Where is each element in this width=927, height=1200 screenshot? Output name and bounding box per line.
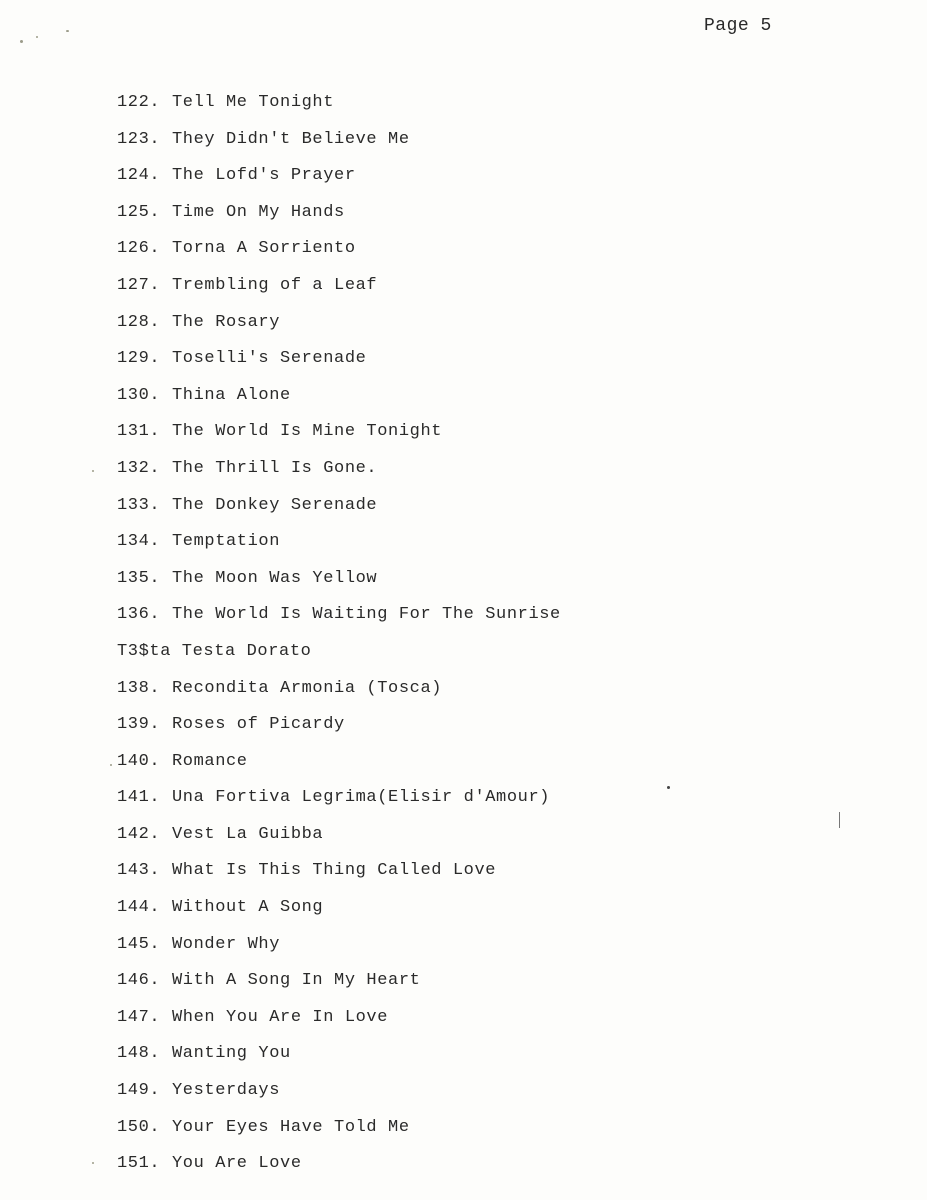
list-item <box>117 346 561 383</box>
paper-speck <box>36 36 38 38</box>
list-item <box>117 1005 561 1042</box>
list-item <box>117 310 561 347</box>
list-item <box>117 932 561 969</box>
song-number: 124. <box>117 166 161 186</box>
song-number: 147. <box>117 1007 161 1027</box>
list-item <box>117 858 561 895</box>
song-number: 134. <box>117 532 161 552</box>
song-number: 122. <box>117 93 161 112</box>
paper-mark <box>839 812 840 828</box>
list-item <box>117 1115 561 1152</box>
song-number: 136. <box>117 605 161 625</box>
list-item <box>117 127 561 164</box>
list-item <box>117 163 561 200</box>
song-title: Romance <box>172 751 248 771</box>
song-number: 151. <box>117 1154 161 1174</box>
song-number: 135. <box>117 568 161 588</box>
paper-speck <box>66 30 69 32</box>
song-number: 146. <box>117 971 161 991</box>
song-title: Time On My Hands <box>172 202 345 222</box>
paper-speck <box>92 1162 94 1164</box>
song-title: Thina Alone <box>172 385 291 405</box>
song-number: 142. <box>117 824 161 844</box>
song-title: The Thrill Is Gone. <box>172 458 378 478</box>
song-title: Vest La Guibba <box>172 824 324 844</box>
song-title: Temptation <box>172 532 281 552</box>
song-title: The Donkey Serenade <box>172 495 378 515</box>
list-item <box>117 968 561 1005</box>
song-title: Yesterdays <box>172 1081 281 1101</box>
list-item <box>117 1151 561 1188</box>
list-item <box>117 712 561 749</box>
song-number: 132. <box>117 458 161 478</box>
song-number: 129. <box>117 349 161 369</box>
song-number: 148. <box>117 1044 161 1064</box>
list-item <box>117 273 561 310</box>
song-number: 131. <box>117 422 161 442</box>
paper-speck <box>20 40 23 43</box>
song-number: 123. <box>117 129 161 149</box>
song-list <box>117 90 561 1188</box>
song-title: What Is This Thing Called Love <box>172 861 497 881</box>
paper-speck <box>110 764 112 766</box>
list-item <box>117 383 561 420</box>
list-item <box>117 456 561 493</box>
song-title: Roses of Picardy <box>172 715 345 735</box>
list-item <box>117 895 561 932</box>
list-item <box>117 749 561 786</box>
song-title: T3$ta Testa Dorato <box>117 641 312 661</box>
song-title: Toselli's Serenade <box>172 349 367 369</box>
song-number: 145. <box>117 934 161 954</box>
song-title: The World Is Mine Tonight <box>172 422 443 442</box>
song-number: 126. <box>117 239 161 259</box>
list-item <box>117 419 561 456</box>
song-title: Una Fortiva Legrima(Elisir d'Amour) <box>172 788 551 808</box>
song-title: Without A Song <box>172 898 324 918</box>
song-number: 149. <box>117 1081 161 1101</box>
song-title: Tell Me Tonight <box>172 93 335 112</box>
song-title: Trembling of a Leaf <box>172 275 378 295</box>
song-number: 130. <box>117 385 161 405</box>
paper-speck <box>92 470 94 472</box>
song-title: The World Is Waiting For The Sunrise <box>172 605 561 625</box>
song-title: The Rosary <box>172 312 281 332</box>
page-number: Page 5 <box>704 16 772 36</box>
song-number: 128. <box>117 312 161 332</box>
song-number: 141. <box>117 788 161 808</box>
list-item <box>117 493 561 530</box>
list-item <box>117 1041 561 1078</box>
song-title: The Moon Was Yellow <box>172 568 378 588</box>
song-number: 138. <box>117 678 161 698</box>
list-item <box>117 566 561 603</box>
song-number: 150. <box>117 1117 161 1137</box>
song-title: The Lofd's Prayer <box>172 166 356 186</box>
list-item <box>117 639 561 676</box>
song-title: You Are Love <box>172 1154 302 1174</box>
song-title: Recondita Armonia (Tosca) <box>172 678 443 698</box>
song-number: 140. <box>117 751 161 771</box>
song-title: Torna A Sorriento <box>172 239 356 259</box>
song-number: 139. <box>117 715 161 735</box>
list-item <box>117 90 561 127</box>
song-title: With A Song In My Heart <box>172 971 421 991</box>
song-title: They Didn't Believe Me <box>172 129 410 149</box>
song-number: 127. <box>117 275 161 295</box>
list-item <box>117 785 561 822</box>
song-title: Wonder Why <box>172 934 281 954</box>
song-number: 144. <box>117 898 161 918</box>
list-item <box>117 822 561 859</box>
song-number: 133. <box>117 495 161 515</box>
list-item <box>117 602 561 639</box>
song-number: 143. <box>117 861 161 881</box>
list-item <box>117 529 561 566</box>
list-item <box>117 200 561 237</box>
paper-speck <box>667 786 670 789</box>
list-item <box>117 676 561 713</box>
list-item <box>117 1078 561 1115</box>
song-title: Your Eyes Have Told Me <box>172 1117 410 1137</box>
song-number: 125. <box>117 202 161 222</box>
list-item <box>117 236 561 273</box>
song-title: Wanting You <box>172 1044 291 1064</box>
song-title: When You Are In Love <box>172 1007 389 1027</box>
